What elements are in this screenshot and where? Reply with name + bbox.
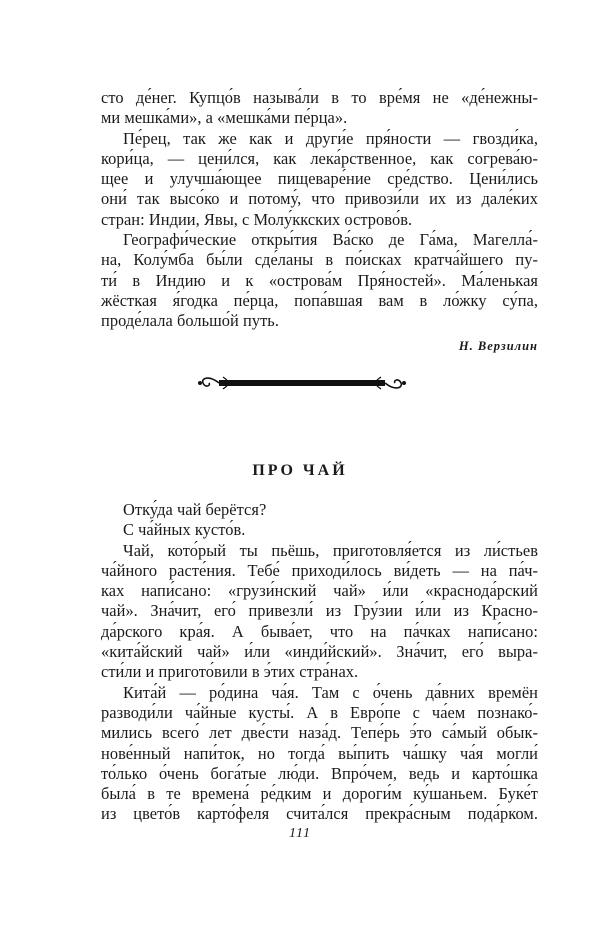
section-1-text bbox=[101, 88, 538, 356]
text-line: из цвето́в карто́феля счита́лся прекра́сным пода́рком. bbox=[101, 804, 538, 824]
text-line: С ча́йных кусто́в. bbox=[123, 520, 246, 540]
author-signature: Н. Верзилин bbox=[458, 338, 538, 353]
text-line: ках напи́сано: «грузи́нский чай» и́ли «краснода́рский bbox=[101, 581, 538, 601]
text-line: проде́лала большо́й путь. bbox=[101, 311, 279, 331]
text-line: была́ в те времена́ ре́дким и дороги́м ку́шаньем. Буке́т bbox=[101, 784, 538, 804]
section-title: ПРО ЧАЙ bbox=[252, 462, 348, 479]
text-line: чай». Зна́чит, его́ привезли́ из Гру́зии и́ли из Красно- bbox=[101, 601, 538, 621]
text-line: Отку́да чай берётся? bbox=[123, 500, 267, 519]
text-line: да́рского кра́я. А быва́ет, что на па́чках напи́сано: bbox=[101, 621, 538, 641]
text-line: разводи́ли ча́йные кусты́. А в Евро́пе с ча́ем познако́- bbox=[101, 702, 538, 722]
text-line: «кита́йский чай» и́ли «инди́йский». Зна́чит, его́ выра- bbox=[101, 642, 538, 662]
text-line: сти́ли и пригото́вили в э́тих стра́нах. bbox=[101, 662, 359, 682]
text-line: Географи́ческие откры́тия Ва́ско де Га́ма, Магелла́- bbox=[123, 230, 538, 250]
text-line: они́ так высо́ко и потому́, что привози́ли их из дале́ких bbox=[101, 189, 538, 209]
section-2-text bbox=[101, 500, 538, 825]
text-line: ми мешка́ми», а «мешка́ми пе́рца». bbox=[101, 108, 348, 128]
text-line: нове́нный напи́ток, но тогда́ вы́пить ча́шку ча́я могли́ bbox=[101, 743, 538, 763]
text-line: щее и улучша́ющее пищеваре́ние сре́дство. Цени́лись bbox=[101, 169, 538, 189]
text-line: кори́ца, — цени́лся, как лека́рственное, как согрева́ю- bbox=[101, 148, 538, 168]
text-line: жёсткая я́годка пе́рца, попа́вшая вам в ло́жку су́па, bbox=[101, 290, 538, 310]
ornament-divider-icon bbox=[197, 372, 407, 394]
text-line: Кита́й — ро́дина ча́я. Там с о́чень да́вних времён bbox=[123, 682, 538, 702]
text-line: ча́йного расте́ния. Тебе́ приходи́лось ви́деть — на па́ч- bbox=[101, 560, 538, 580]
text-line: на, Колу́мба бы́ли сде́ланы в по́исках кратча́йшего пу- bbox=[101, 250, 538, 270]
text-line: мились всего́ лет две́сти наза́д. Тепе́рь э́то са́мый обык- bbox=[101, 723, 538, 743]
text-line: Пе́рец, так же как и други́е пря́ности — гвозди́ка, bbox=[123, 128, 538, 148]
page-number: 111 bbox=[289, 826, 311, 841]
text-line: Чай, кото́рый ты пьёшь, приготовля́ется из ли́стьев bbox=[123, 540, 538, 560]
text-line: стран: Индии, Явы, с Молу́ккских острово́в. bbox=[101, 209, 413, 229]
text-line: сто де́нег. Купцо́в называ́ли в то вре́мя не «де́нежны- bbox=[101, 88, 538, 107]
text-line: ти́ в Индию и к «острова́м Пря́ностей». Ма́ленькая bbox=[101, 270, 538, 290]
text-line: то́лько о́чень бога́тые лю́ди. Впро́чем, ведь и карто́шка bbox=[101, 763, 538, 783]
